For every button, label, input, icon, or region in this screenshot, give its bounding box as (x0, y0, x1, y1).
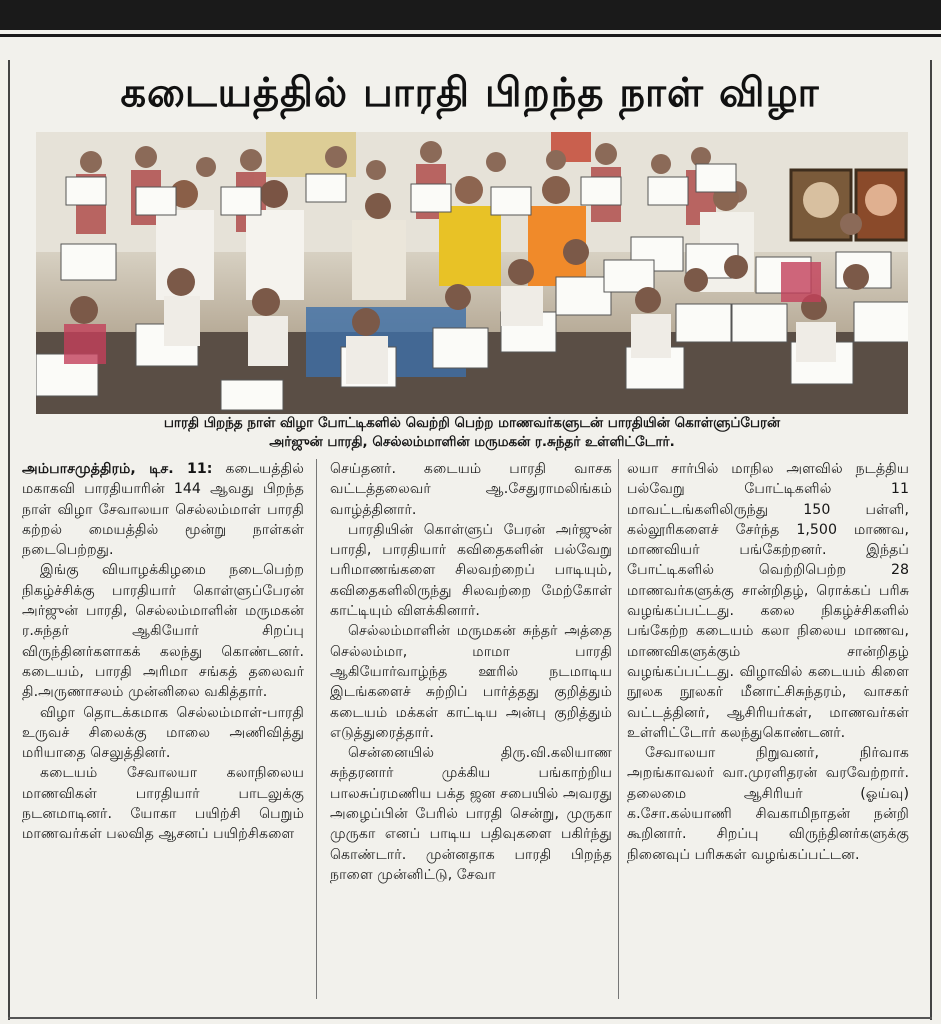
paragraph: விழா தொடக்கமாக செல்லம்மாள்-பாரதி உருவச் சிலைக்கு மாலை அணிவித்து மரியாதை செலுத்தினர். (22, 704, 304, 762)
paragraph: சேவாலயா நிறுவனர், நிர்வாக அறங்காவலர் வா.முரளிதரன் வரவேற்றார். தலைமை ஆசிரியர் (ஓய்வு) க.சோ.கல்யாணி சிவகாமிநாதன் நன்றி கூறினார். சிறப்பு விருந்தினர்களுக்கு நினைவுப் பரிசுகள் வழங்கப்பட்டன. (627, 745, 909, 863)
article-column-3 (627, 459, 909, 865)
paragraph: செல்லம்மாளின் மருமகன் சுந்தர் அத்தை செல்லம்மா, மாமா பாரதி ஆகியோர்வாழ்ந்த ஊரில் நடமாடிய இடங்களைச் சுற்றிப் பார்த்தது குறித்தும் கடையம் மக்கள் காட்டிய அன்பு குறித்தும் எடுத்துரைத்தார். (330, 623, 612, 741)
paragraph (22, 459, 304, 560)
paragraph: லயா சார்பில் மாநில அளவில் நடத்திய பல்வேறு போட்டிகளில் 11 மாவட்டங்களிலிருந்து 150 பள்ளி, கல்லூரிகளைச் சேர்ந்த 1,500 மாணவ, மாணவியர் பங்கேற்றனர். இந்தப் போட்டிகளில் வெற்றிபெற்ற 28 மாணவர்களுக்கு சான்றிதழ், ரொக்கப் பரிசு வழங்கப்பட்டது. கலை நிகழ்ச்சிகளில் பங்கேற்ற கடையம் கலா நிலைய மாணவ, மாணவிகளுக்கும் சான்றிதழ் வழங்கப்பட்டது. விழாவில் கடையம் கிளை நூலக நூலகர் மீனாட்சிசுந்தரம், வாசகர் வட்டத்தினர், ஆசிரியர்கள், மாணவர்கள் உள்ளிட்டோர் கலந்துகொண்டனர். (627, 461, 909, 741)
dateline: அம்பாசமுத்திரம், டிச. 11: (22, 461, 213, 477)
masthead-rule-thin (0, 34, 941, 37)
column-divider (618, 459, 619, 999)
paragraph-text: கடையத்தில் மகாகவி பாரதியாரின் 144 ஆவது பிறந்த நாள் விழா சேவாலயா செல்லம்மாள் பாரதி கற்றல் மையத்தில் மூன்று நாள்கள் நடைபெற்றது. (22, 461, 304, 559)
masthead-rule (0, 0, 941, 30)
caption-line-1: பாரதி பிறந்த நாள் விழா போட்டிகளில் வெற்றி பெற்ற மாணவர்களுடன் பாரதியின் கொள்ளுப்பேரன் (163, 415, 781, 431)
paragraph: சென்னையில் திரு.வி.கலியாண சுந்தரனார் முக்கிய பங்காற்றிய பாலசுப்ரமணிய பக்த ஜன சபையில் அவரது அழைப்பின் பேரில் பாரதி சென்று, முருகா முருகா எனப் பாடிய பதிவுகளை பகிர்ந்து கொண்டார். முன்னதாக பாரதி பிறந்த நாளை முன்னிட்டு, சேவா (330, 745, 612, 883)
headline: கடையத்தில் பாரதி பிறந்த நாள் விழா (120, 70, 820, 116)
article-border-left (8, 60, 10, 1020)
column-divider (316, 459, 317, 999)
group-photo-illustration (36, 132, 908, 414)
article-border-right (930, 60, 932, 1020)
article-column-1 (22, 459, 304, 845)
article-border-bottom (8, 1017, 932, 1019)
paragraph: கடையம் சேவாலயா கலாநிலைய மாணவிகள் பாரதியார் பாடலுக்கு நடனமாடினர். யோகா பயிற்சி பெறும் மாணவர்கள் பலவித ஆசனப் பயிற்சிகளை (22, 765, 304, 843)
news-photo (36, 132, 908, 414)
paragraph: இங்கு வியாழக்கிழமை நடைபெற்ற நிகழ்ச்சிக்கு பாரதியார் கொள்ளுப்பேரன் அர்ஜுன் பாரதி, செல்லம்மாளின் மருமகன் ர.சுந்தர் ஆகியோர் சிறப்பு விருந்தினர்களாகக் கலந்து கொண்டனர். கடையம், பாரதி அரிமா சங்கத் தலைவர் தி.அருணாசலம் முன்னிலை வகித்தார். (22, 562, 304, 701)
photo-caption (36, 414, 908, 452)
article-column-2 (330, 459, 612, 885)
paragraph: செய்தனர். கடையம் பாரதி வாசக வட்டத்தலைவர் ஆ.சேதுராமலிங்கம் வாழ்த்தினார். (330, 461, 612, 518)
caption-line-2: அர்ஜுன் பாரதி, செல்லம்மாளின் மருமகன் ர.சுந்தர் உள்ளிட்டோர். (269, 434, 675, 450)
paragraph: பாரதியின் கொள்ளுப் பேரன் அர்ஜுன் பாரதி, பாரதியார் கவிதைகளின் பல்வேறு பரிமாணங்களை சிலவற்றைப் பாடியும், கவிதைகளிலிருந்து சிலவற்றை மேற்கோள் காட்டியும் விளக்கினார். (330, 521, 612, 620)
